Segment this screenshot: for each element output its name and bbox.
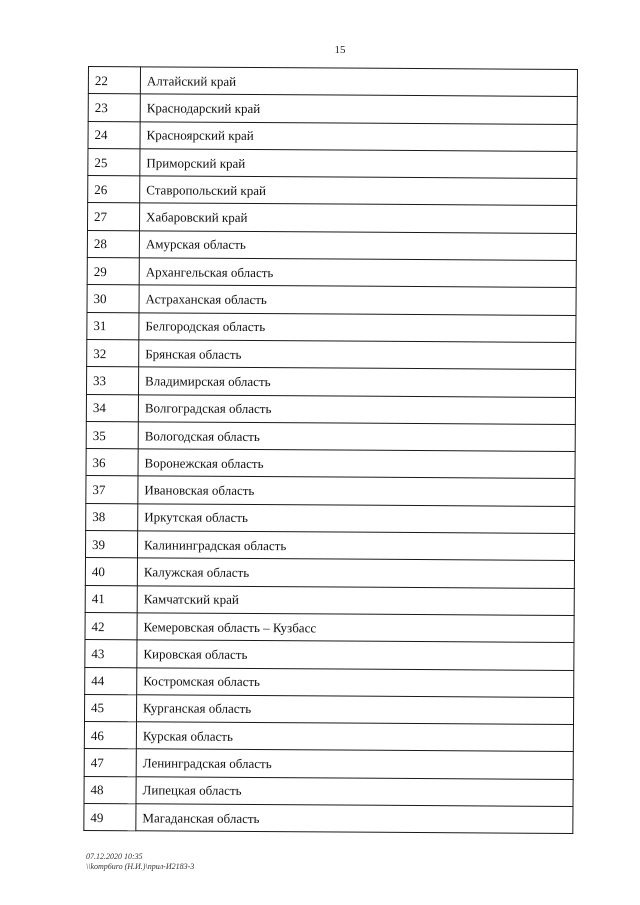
table-row: [84, 776, 573, 806]
table-row: [84, 804, 573, 834]
row-number-cell: 45: [84, 694, 136, 722]
row-number-cell: 37: [86, 476, 138, 504]
region-name-cell: Ивановская область: [138, 476, 575, 506]
row-number-cell: 34: [86, 394, 138, 422]
region-name-cell: Белгородская область: [139, 312, 576, 342]
region-name-cell: Красноярский край: [140, 121, 577, 151]
row-number-cell: 24: [88, 121, 140, 149]
table-row: [86, 394, 575, 424]
region-name-cell: Брянская область: [139, 340, 576, 370]
row-number-cell: 44: [85, 667, 137, 695]
region-name-cell: Калининградская область: [137, 531, 574, 561]
table-row: [85, 558, 574, 588]
table-row: [86, 367, 575, 397]
table-row: [87, 339, 576, 369]
row-number-cell: 30: [87, 285, 139, 313]
row-number-cell: 43: [85, 640, 137, 668]
table-row: [84, 722, 573, 752]
table-row: [85, 531, 574, 561]
row-number-cell: 25: [88, 148, 140, 176]
row-number-cell: 38: [86, 503, 138, 531]
region-name-cell: Курская область: [136, 722, 573, 752]
table-row: [87, 203, 576, 233]
row-number-cell: 40: [85, 558, 137, 586]
region-name-cell: Воронежская область: [138, 449, 575, 479]
table-row: [88, 121, 577, 151]
region-name-cell: Амурская область: [139, 231, 576, 261]
region-name-cell: Хабаровский край: [139, 203, 576, 233]
row-number-cell: 48: [84, 776, 136, 804]
table-row: [86, 476, 575, 506]
table-row: [87, 258, 576, 288]
row-number-cell: 23: [88, 94, 140, 122]
footer-file-path: \\komp6uro (Н.И.)\прил-И2183-3: [86, 862, 195, 871]
region-name-cell: Кемеровская область – Кузбасс: [137, 613, 574, 643]
table-row: [88, 176, 577, 206]
region-name-cell: Астраханская область: [139, 285, 576, 315]
document-footer: [86, 852, 194, 872]
row-number-cell: 35: [86, 421, 138, 449]
row-number-cell: 27: [87, 203, 139, 231]
region-name-cell: Ставропольский край: [140, 176, 577, 206]
table-row: [84, 749, 573, 779]
region-name-cell: Волгоградская область: [138, 394, 575, 424]
regions-table-body: [84, 67, 578, 834]
row-number-cell: 47: [84, 749, 136, 777]
table-row: [85, 667, 574, 697]
row-number-cell: 33: [86, 367, 138, 395]
table-row: [88, 67, 577, 97]
region-name-cell: Краснодарский край: [140, 94, 577, 124]
region-name-cell: Магаданская область: [136, 804, 573, 834]
row-number-cell: 49: [84, 804, 136, 832]
table-row: [86, 503, 575, 533]
region-name-cell: Камчатский край: [137, 585, 574, 615]
region-name-cell: Приморский край: [140, 149, 577, 179]
region-name-cell: Курганская область: [136, 695, 573, 725]
footer-timestamp: 07.12.2020 10:35: [86, 852, 143, 861]
table-row: [88, 94, 577, 124]
table-row: [85, 612, 574, 642]
row-number-cell: 39: [85, 531, 137, 559]
row-number-cell: 46: [84, 722, 136, 750]
row-number-cell: 36: [86, 449, 138, 477]
region-name-cell: Липецкая область: [136, 777, 573, 807]
region-name-cell: Алтайский край: [140, 67, 577, 97]
table-row: [88, 148, 577, 178]
table-row: [87, 285, 576, 315]
region-name-cell: Иркутская область: [138, 504, 575, 534]
row-number-cell: 32: [87, 339, 139, 367]
region-name-cell: Владимирская область: [138, 367, 575, 397]
table-row: [84, 694, 573, 724]
page-number: 15: [334, 44, 346, 56]
row-number-cell: 42: [85, 612, 137, 640]
table-row: [85, 585, 574, 615]
row-number-cell: 29: [87, 258, 139, 286]
regions-table: [83, 66, 578, 834]
table-row: [87, 312, 576, 342]
table-row: [85, 640, 574, 670]
region-name-cell: Костромская область: [137, 667, 574, 697]
row-number-cell: 28: [87, 230, 139, 258]
region-name-cell: Кировская область: [137, 640, 574, 670]
row-number-cell: 41: [85, 585, 137, 613]
table-row: [86, 449, 575, 479]
region-name-cell: Вологодская область: [138, 422, 575, 452]
table-row: [86, 421, 575, 451]
region-name-cell: Ленинградская область: [136, 749, 573, 779]
row-number-cell: 26: [88, 176, 140, 204]
region-name-cell: Архангельская область: [139, 258, 576, 288]
region-name-cell: Калужская область: [137, 558, 574, 588]
row-number-cell: 31: [87, 312, 139, 340]
table-row: [87, 230, 576, 260]
row-number-cell: 22: [88, 67, 140, 95]
